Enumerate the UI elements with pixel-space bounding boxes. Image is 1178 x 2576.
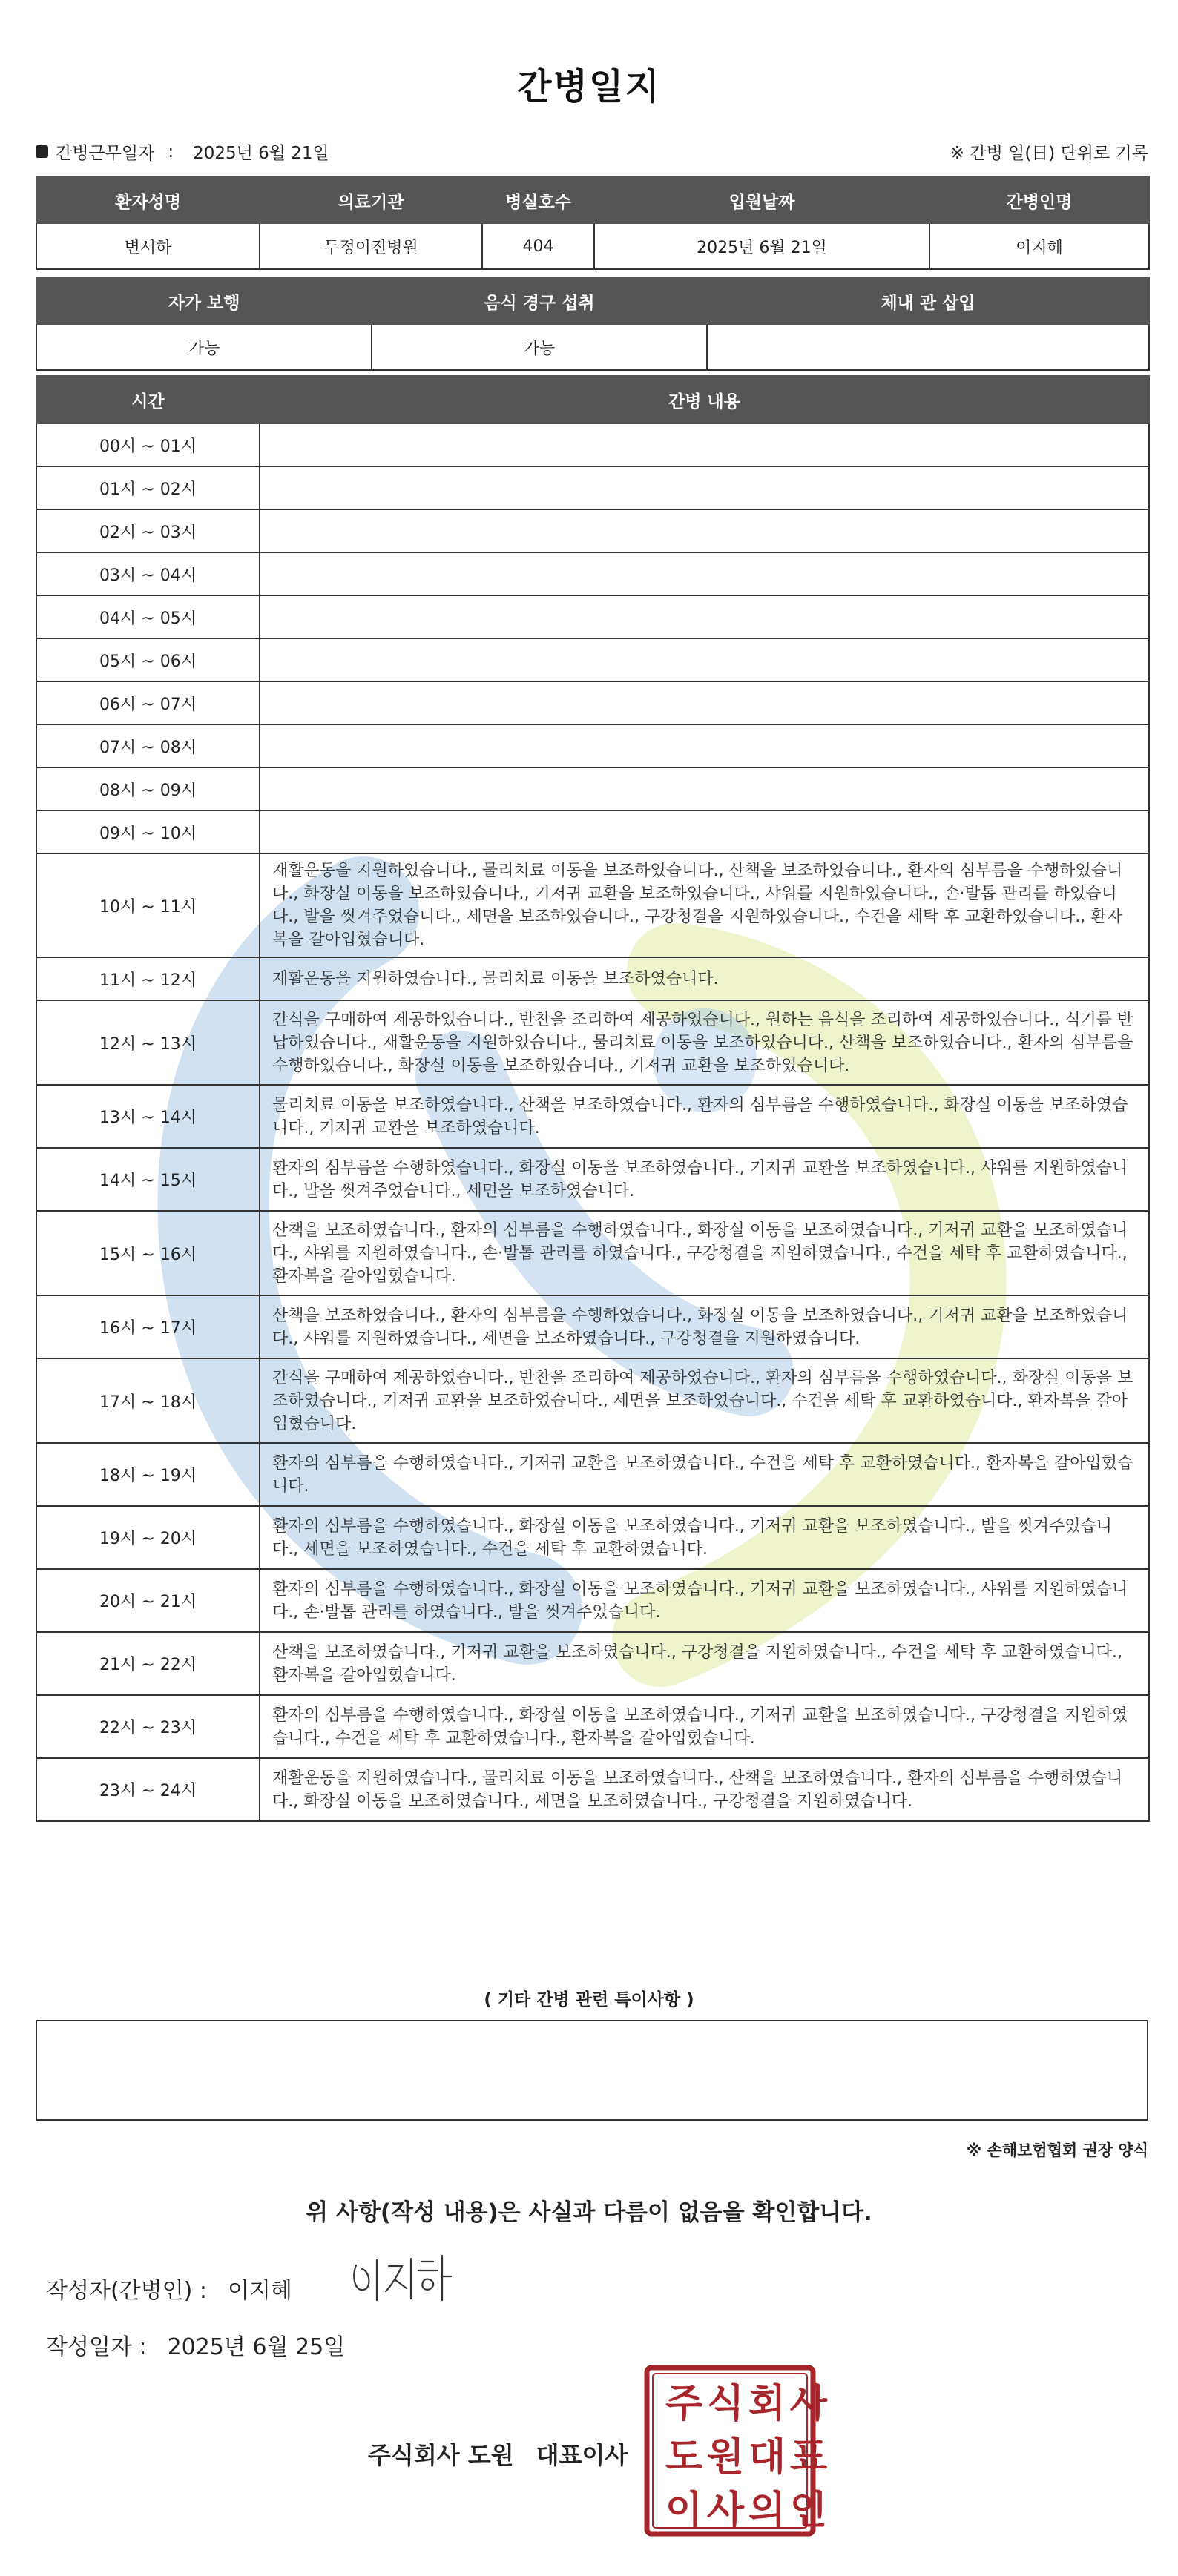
care-content: 산책을 보조하였습니다., 환자의 심부름을 수행하였습니다., 화장실 이동을 보조하였습니다., 기저귀 교환을 보조하였습니다., 샤워를 지원하였습니다., 세면을 보조하였습니다., 구강청결을 지원하였습니다.	[260, 1295, 1149, 1358]
header-admission-date: 입원날짜	[594, 177, 929, 223]
care-content	[260, 724, 1149, 767]
seal-character: 표	[789, 2434, 828, 2480]
table-row	[36, 423, 1149, 466]
care-log-table	[36, 375, 1150, 1822]
table-row	[36, 1443, 1149, 1506]
company-name: 주식회사 도원	[368, 2441, 514, 2469]
table-row	[36, 853, 1149, 957]
table-row	[36, 810, 1149, 853]
time-slot: 05시 ~ 06시	[36, 638, 260, 681]
work-date-colon: :	[168, 142, 174, 162]
author-label: 작성자(간병인) :	[46, 2278, 207, 2304]
care-content: 산책을 보조하였습니다., 기저귀 교환을 보조하였습니다., 구강청결을 지원하였습니다., 수건을 세탁 후 교환하였습니다., 환자복을 갈아입혔습니다.	[260, 1632, 1149, 1695]
care-content	[260, 638, 1149, 681]
header-room: 병실호수	[482, 177, 594, 223]
care-content	[260, 423, 1149, 466]
seal-character: 사	[706, 2488, 745, 2533]
caregiver-name: 이지혜	[929, 223, 1149, 269]
notes-title: ( 기타 간병 관련 특이사항 )	[484, 1990, 694, 2009]
document-title: 간병일지	[517, 66, 661, 108]
time-slot: 07시 ~ 08시	[36, 724, 260, 767]
patient-name: 변서하	[36, 223, 260, 269]
table-row	[36, 1758, 1149, 1821]
table-row	[36, 957, 1149, 1000]
table-row	[36, 1000, 1149, 1085]
seal-character: 회	[748, 2381, 786, 2426]
care-content	[260, 681, 1149, 724]
header-patient-name: 환자성명	[36, 177, 260, 223]
care-content: 환자의 심부름을 수행하였습니다., 화장실 이동을 보조하였습니다., 기저귀 교환을 보조하였습니다., 샤워를 지원하였습니다., 손·발톱 관리를 하였습니다., 발을 씻겨주었습니다.	[260, 1569, 1149, 1632]
care-content	[260, 509, 1149, 552]
table-row	[36, 1148, 1149, 1211]
care-content: 물리치료 이동을 보조하였습니다., 산책을 보조하였습니다., 환자의 심부름을 수행하였습니다., 화장실 이동을 보조하였습니다., 기저귀 교환을 보조하였습니다.	[260, 1085, 1149, 1148]
table-row	[36, 681, 1149, 724]
seal-character: 인	[789, 2488, 828, 2533]
table-row	[36, 767, 1149, 810]
time-slot: 21시 ~ 22시	[36, 1632, 260, 1695]
table-row	[36, 1632, 1149, 1695]
time-slot: 08시 ~ 09시	[36, 767, 260, 810]
header-care-content: 간병 내용	[260, 376, 1149, 423]
seal-character: 도	[665, 2434, 703, 2480]
table-row	[36, 1295, 1149, 1358]
institution: 두정이진병원	[260, 223, 482, 269]
table-row	[36, 1695, 1149, 1758]
table-row	[36, 466, 1149, 509]
written-date-line	[46, 2328, 345, 2361]
table-row	[36, 1506, 1149, 1569]
table-row	[36, 1569, 1149, 1632]
confirmation-statement: 위 사항(작성 내용)은 사실과 다름이 없음을 확인합니다.	[306, 2199, 872, 2226]
header-walking: 자가 보행	[36, 278, 372, 324]
patient-info-table	[36, 176, 1150, 270]
work-date-line	[36, 139, 329, 164]
work-date-label: 간병근무일자	[56, 144, 155, 163]
header-tube: 체내 관 삽입	[707, 278, 1149, 324]
time-slot: 01시 ~ 02시	[36, 466, 260, 509]
care-content: 환자의 심부름을 수행하였습니다., 화장실 이동을 보조하였습니다., 기저귀 교환을 보조하였습니다., 샤워를 지원하였습니다., 발을 씻겨주었습니다., 세면을 보조하였습니다.	[260, 1148, 1149, 1211]
time-slot: 17시 ~ 18시	[36, 1358, 260, 1443]
company-line	[368, 2437, 628, 2471]
care-content: 산책을 보조하였습니다., 환자의 심부름을 수행하였습니다., 화장실 이동을 보조하였습니다., 기저귀 교환을 보조하였습니다., 샤워를 지원하였습니다., 손·발톱 관리를 하였습니다., 구강청결을 지원하였습니다., 수건을 세탁 후 교환하였습니다., 환자복을 갈아입혔습니다.	[260, 1211, 1149, 1295]
time-slot: 15시 ~ 16시	[36, 1211, 260, 1295]
room-number: 404	[482, 223, 594, 269]
care-content: 환자의 심부름을 수행하였습니다., 화장실 이동을 보조하였습니다., 기저귀 교환을 보조하였습니다., 발을 씻겨주었습니다., 세면을 보조하였습니다., 수건을 세탁 후 교환하였습니다.	[260, 1506, 1149, 1569]
bullet-square-icon	[36, 145, 48, 158]
table-row	[36, 509, 1149, 552]
table-row	[36, 638, 1149, 681]
care-content: 재활운동을 지원하였습니다., 물리치료 이동을 보조하였습니다.	[260, 957, 1149, 1000]
header-time: 시간	[36, 376, 260, 423]
care-content	[260, 767, 1149, 810]
tube-value	[707, 324, 1149, 370]
time-slot: 13시 ~ 14시	[36, 1085, 260, 1148]
table-row	[36, 1358, 1149, 1443]
oral-intake-value: 가능	[372, 324, 707, 370]
time-slot: 00시 ~ 01시	[36, 423, 260, 466]
author-line	[46, 2272, 292, 2305]
time-slot: 20시 ~ 21시	[36, 1569, 260, 1632]
walking-value: 가능	[36, 324, 372, 370]
seal-character: 식	[706, 2381, 745, 2426]
care-content: 재활운동을 지원하였습니다., 물리치료 이동을 보조하였습니다., 산책을 보조하였습니다., 환자의 심부름을 수행하였습니다., 화장실 이동을 보조하였습니다., 기저귀 교환을 보조하였습니다., 샤워를 지원하였습니다., 손·발톱 관리를 하였습니다., 발을 씻겨주었습니다., 세면을 보조하였습니다., 구강청결을 지원하였습니다., 수건을 세탁 후 교환하였습니다., 환자복을 갈아입혔습니다.	[260, 853, 1149, 957]
time-slot: 09시 ~ 10시	[36, 810, 260, 853]
seal-character: 의	[748, 2488, 786, 2533]
header-oral-intake: 음식 경구 섭취	[372, 278, 707, 324]
care-content	[260, 595, 1149, 638]
unit-note: ※ 간병 일(日) 단위로 기록	[950, 144, 1148, 163]
care-content: 간식을 구매하여 제공하였습니다., 반찬을 조리하여 제공하였습니다., 원하는 음식을 조리하여 제공하였습니다., 식기를 반납하였습니다., 재활운동을 지원하였습니다., 물리치료 이동을 보조하였습니다., 산책을 보조하였습니다., 환자의 심부름을 수행하였습니다., 화장실 이동을 보조하였습니다., 기저귀 교환을 보조하였습니다.	[260, 1000, 1149, 1085]
time-slot: 10시 ~ 11시	[36, 853, 260, 957]
seal-character: 대	[748, 2434, 786, 2480]
care-content: 환자의 심부름을 수행하였습니다., 화장실 이동을 보조하였습니다., 기저귀 교환을 보조하였습니다., 구강청결을 지원하였습니다., 수건을 세탁 후 교환하였습니다., 환자복을 갈아입혔습니다.	[260, 1695, 1149, 1758]
work-date-value: 2025년 6월 21일	[193, 144, 329, 163]
table-row	[36, 1085, 1149, 1148]
time-slot: 18시 ~ 19시	[36, 1443, 260, 1506]
care-content	[260, 810, 1149, 853]
seal-character: 원	[706, 2434, 745, 2480]
care-content: 간식을 구매하여 제공하였습니다., 반찬을 조리하여 제공하였습니다., 환자의 심부름을 수행하였습니다., 화장실 이동을 보조하였습니다., 기저귀 교환을 보조하였습니다., 세면을 보조하였습니다., 수건을 세탁 후 교환하였습니다., 환자복을 갈아입혔습니다.	[260, 1358, 1149, 1443]
company-title: 대표이사	[536, 2441, 628, 2469]
header-caregiver-name: 간병인명	[929, 177, 1149, 223]
company-seal	[642, 2363, 828, 2538]
author-name: 이지혜	[227, 2278, 292, 2304]
time-slot: 11시 ~ 12시	[36, 957, 260, 1000]
time-slot: 12시 ~ 13시	[36, 1000, 260, 1085]
written-date-value: 2025년 6월 25일	[167, 2334, 346, 2360]
time-slot: 06시 ~ 07시	[36, 681, 260, 724]
seal-character: 사	[789, 2381, 828, 2426]
seal-character: 이	[665, 2488, 703, 2533]
time-slot: 16시 ~ 17시	[36, 1295, 260, 1358]
care-content	[260, 552, 1149, 595]
care-content: 재활운동을 지원하였습니다., 물리치료 이동을 보조하였습니다., 산책을 보조하였습니다., 환자의 심부름을 수행하였습니다., 화장실 이동을 보조하였습니다., 세면을 보조하였습니다., 구강청결을 지원하였습니다.	[260, 1758, 1149, 1821]
table-row	[36, 1211, 1149, 1295]
association-note: ※ 손해보험협회 권장 양식	[966, 2141, 1148, 2159]
table-row	[36, 724, 1149, 767]
care-content	[260, 466, 1149, 509]
time-slot: 03시 ~ 04시	[36, 552, 260, 595]
table-row	[36, 552, 1149, 595]
time-slot: 14시 ~ 15시	[36, 1148, 260, 1211]
notes-box	[36, 2020, 1148, 2121]
care-content: 환자의 심부름을 수행하였습니다., 기저귀 교환을 보조하였습니다., 수건을 세탁 후 교환하였습니다., 환자복을 갈아입혔습니다.	[260, 1443, 1149, 1506]
admission-date: 2025년 6월 21일	[594, 223, 929, 269]
time-slot: 02시 ~ 03시	[36, 509, 260, 552]
written-date-label: 작성일자 :	[46, 2334, 147, 2360]
time-slot: 22시 ~ 23시	[36, 1695, 260, 1758]
patient-status-table	[36, 277, 1150, 371]
seal-character: 주	[665, 2381, 703, 2426]
time-slot: 23시 ~ 24시	[36, 1758, 260, 1821]
handwritten-signature	[347, 2247, 458, 2314]
time-slot: 04시 ~ 05시	[36, 595, 260, 638]
table-row	[36, 595, 1149, 638]
header-institution: 의료기관	[260, 177, 482, 223]
time-slot: 19시 ~ 20시	[36, 1506, 260, 1569]
